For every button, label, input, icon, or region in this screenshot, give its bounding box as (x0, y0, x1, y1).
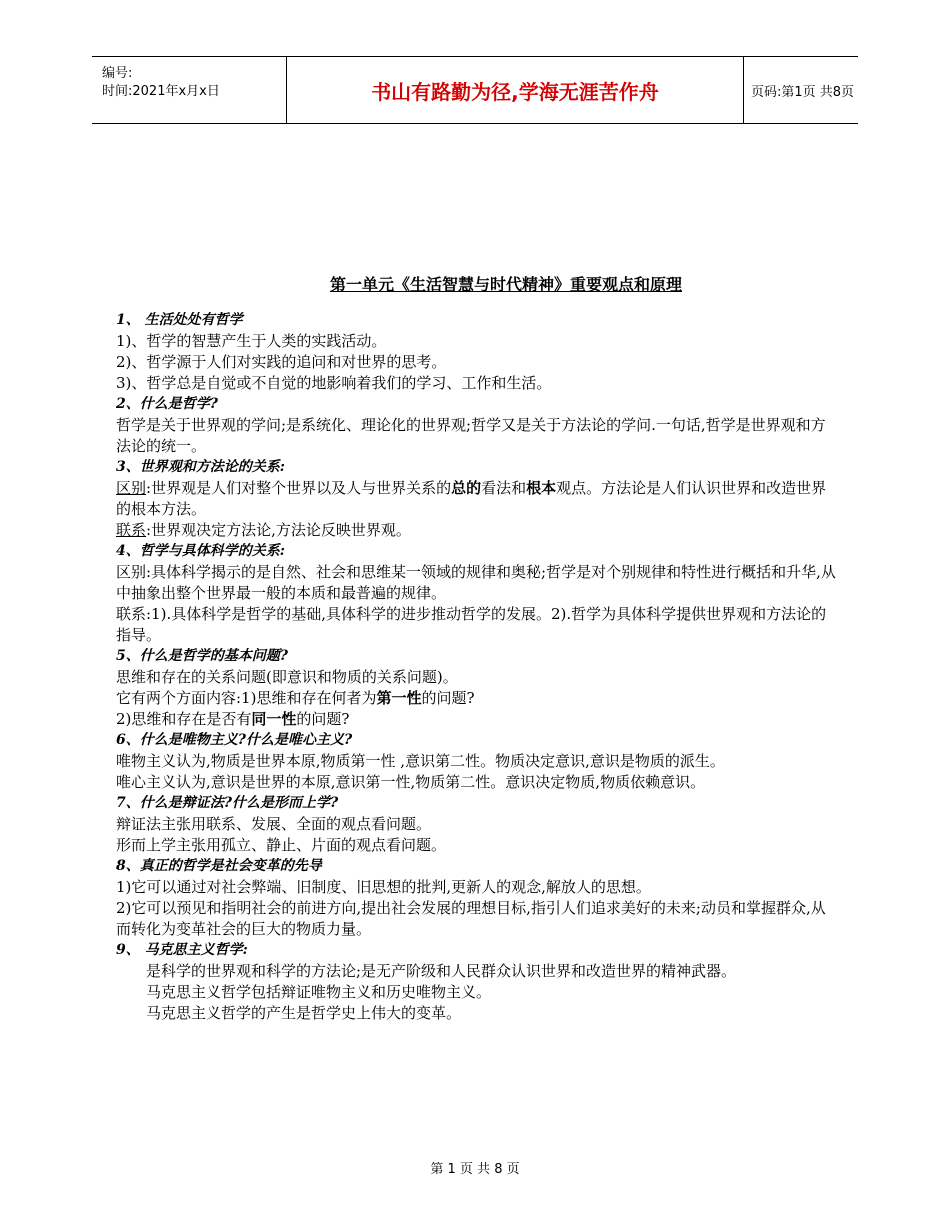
s5-line3-a: 2)思维和存在是否有 (116, 710, 252, 728)
s1-item-1: 1)、哲学的智慧产生于人类的实践活动。 (116, 332, 387, 350)
s3-keyword-fundamental: 根本 (526, 479, 557, 497)
section-heading-1: 1、 生活处处有哲学 (116, 312, 243, 328)
header-motto: 书山有路勤为径,学海无涯苦作舟 (286, 57, 744, 123)
s6-materialism: 唯物主义认为,物质是世界本原,物质第一性 ,意识第二性。物质决定意识,意识是物质的派生。 (116, 752, 725, 770)
s5-keyword-identity: 同一性 (251, 710, 297, 728)
page-footer: 第 1 页 共 8 页 (430, 1162, 520, 1177)
s3-diff-text-c: 看法和 (481, 479, 527, 497)
number-label: 编号: (102, 66, 133, 81)
s8-point-2: 2)它可以预见和指明社会的前进方向,提出社会发展的理想目标,指引人们追求美好的未来;动员和掌握群众,从而转化为变革社会的巨大的物质力量。 (116, 899, 826, 938)
s1-item-3: 3)、哲学总是自觉或不自觉的地影响着我们的学习、工作和生活。 (116, 374, 552, 392)
section-heading-2: 2、什么是哲学? (116, 396, 218, 412)
s3-keyword-overall: 总的 (451, 479, 482, 497)
s5-line-3 (116, 709, 840, 730)
s5-keyword-primacy: 第一性 (376, 689, 422, 707)
difference-label: 区别 (116, 479, 147, 497)
s5-line-2 (116, 688, 840, 709)
section-heading-6: 6、什么是唯物主义?什么是唯心主义? (116, 732, 353, 748)
page-header (92, 56, 858, 124)
s5-line2-c: 的问题? (421, 689, 475, 707)
s3-diff-text-a: :世界观是人们对整个世界以及人与世界关系的 (146, 479, 452, 497)
section-heading-4: 4、哲学与具体科学的关系: (116, 543, 285, 559)
s4-connection: 联系:1).具体科学是哲学的基础,具体科学的进步推动哲学的发展。2).哲学为具体科学提供世界观和方法论的指导。 (116, 605, 827, 644)
section-heading-7: 7、什么是辩证法?什么是形而上学? (116, 795, 339, 811)
document-title: 第一单元《生活智慧与时代精神》重要观点和原理 (330, 275, 683, 294)
header-info (92, 57, 286, 123)
s7-metaphysics: 形而上学主张用孤立、静止、片面的观点看问题。 (116, 836, 447, 854)
section-heading-3: 3、世界观和方法论的关系: (116, 459, 285, 475)
s6-idealism: 唯心主义认为,意识是世界的本原,意识第一性,物质第二性。意识决定物质,物质依赖意识。 (116, 773, 706, 791)
s2-paragraph: 哲学是关于世界观的学问;是系统化、理论化的世界观;哲学又是关于方法论的学问.一句话,哲学是世界观和方法论的统一。 (116, 416, 826, 455)
document-body (116, 310, 840, 1024)
s3-diff-text-d: 观点。方法论是人们认识世界和改造世界的根本方法。 (116, 479, 827, 518)
s3-difference (116, 478, 840, 520)
s9-paragraph-2: 马克思主义哲学包括辩证唯物主义和历史唯物主义。 (146, 983, 492, 1001)
s5-line2-a: 它有两个方面内容:1)思维和存在何者为 (116, 689, 377, 707)
s5-line3-c: 的问题? (296, 710, 350, 728)
time-label: 时间:2021年x月x日 (102, 84, 220, 99)
s9-paragraph-1: 是科学的世界观和科学的方法论;是无产阶级和人民群众认识世界和改造世界的精神武器。 (146, 962, 737, 980)
header-page-number: 页码:第1页 共8页 (751, 84, 855, 100)
s8-point-1: 1)它可以通过对社会弊端、旧制度、旧思想的批判,更新人的观念,解放人的思想。 (116, 878, 651, 896)
s5-line-1: 思维和存在的关系问题(即意识和物质的关系问题)。 (116, 668, 458, 686)
s1-item-2: 2)、哲学源于人们对实践的追问和对世界的思考。 (116, 353, 447, 371)
s4-difference: 区别:具体科学揭示的是自然、社会和思维某一领域的规律和奥秘;哲学是对个别规律和特性进行概括和升华,从中抽象出整个世界最一般的本质和最普遍的规律。 (116, 563, 836, 602)
connection-label: 联系 (116, 521, 147, 539)
s9-paragraph-3: 马克思主义哲学的产生是哲学史上伟大的变革。 (146, 1004, 462, 1022)
s7-dialectics: 辩证法主张用联系、发展、全面的观点看问题。 (116, 815, 432, 833)
section-heading-5: 5、什么是哲学的基本问题? (116, 648, 288, 664)
section-heading-9: 9、 马克思主义哲学: (116, 942, 248, 958)
s3-connection (116, 520, 840, 541)
section-heading-8: 8、真正的哲学是社会变革的先导 (116, 858, 322, 874)
s3-link-text: :世界观决定方法论,方法论反映世界观。 (146, 521, 411, 539)
